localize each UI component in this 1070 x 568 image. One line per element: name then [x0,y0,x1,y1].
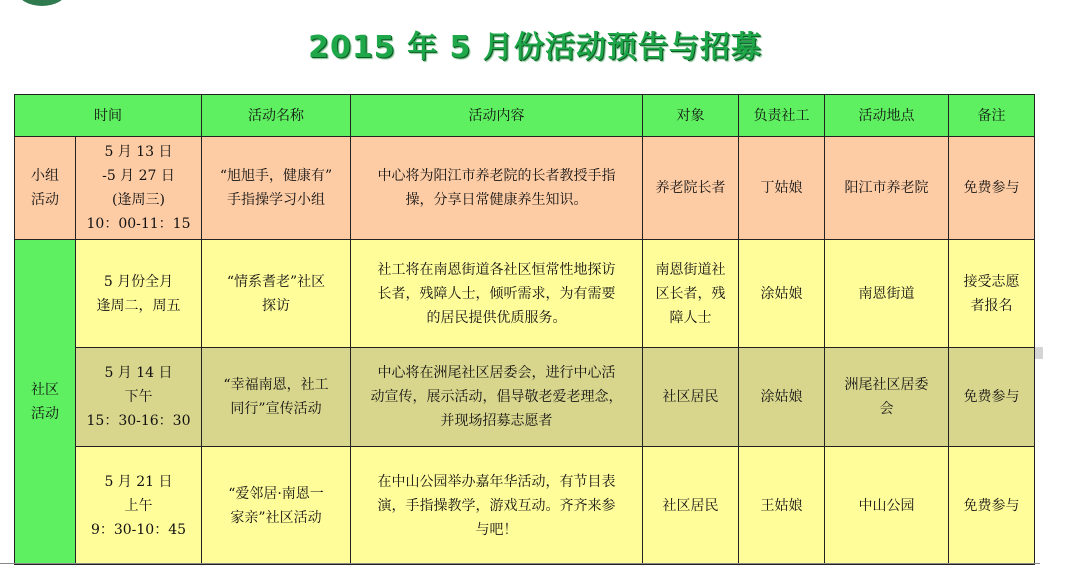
cell-content: 在中山公园举办嘉年华活动，有节目表 演，手指操教学，游戏互动。齐齐来参 与吧！ [351,447,643,565]
activity-table [14,94,1035,565]
table-row [15,348,1035,447]
header-content: 活动内容 [351,95,643,137]
cell-worker: 涂姑娘 [739,240,825,348]
cell-target: 社区居民 [643,348,739,447]
cell-time: 5 月份全月 逢周二，周五 [76,240,202,348]
cell-note: 接受志愿 者报名 [949,240,1035,348]
cell-content: 社工将在南恩街道各社区恒常性地探访 长者，残障人士，倾听需求，为有需要 的居民提供优质服务。 [351,240,643,348]
cell-worker: 涂姑娘 [739,348,825,447]
header-time: 时间 [15,95,202,137]
table-row [15,240,1035,348]
header-place: 活动地点 [825,95,949,137]
header-name: 活动名称 [202,95,351,137]
header-note: 备注 [949,95,1035,137]
header-row [15,95,1035,137]
cell-target: 南恩街道社 区长者，残 障人士 [643,240,739,348]
cell-place: 南恩街道 [825,240,949,348]
cell-time: 5 月 21 日 上午 9：30-10：45 [76,447,202,565]
cell-note: 免费参与 [949,447,1035,565]
header-worker: 负责社工 [739,95,825,137]
cell-content: 中心将为阳江市养老院的长者教授手指 操，分享日常健康养生知识。 [351,137,643,240]
scrollbar-marker[interactable] [1035,347,1043,359]
cell-name: “幸福南恩，社工 同行”宣传活动 [202,348,351,447]
cell-target: 养老院长者 [643,137,739,240]
group-label-small: 小组 活动 [15,137,76,240]
cell-content: 中心将在洲尾社区居委会，进行中心活 动宣传，展示活动，倡导敬老爱老理念， 并现场招募志愿者 [351,348,643,447]
cell-note: 免费参与 [949,137,1035,240]
cell-place: 洲尾社区居委 会 [825,348,949,447]
cell-place: 中山公园 [825,447,949,565]
logo-corner [18,0,66,6]
page-title: 2015 年 5 月份活动预告与招募 [308,30,762,65]
cell-time: 5 月 14 日 下午 15：30-16：30 [76,348,202,447]
cell-name: “爱邻居·南恩一 家亲”社区活动 [202,447,351,565]
table-row [15,137,1035,240]
cell-note: 免费参与 [949,348,1035,447]
cell-name: “旭旭手，健康有” 手指操学习小组 [202,137,351,240]
cell-worker: 丁姑娘 [739,137,825,240]
table-row [15,447,1035,565]
group-label-community: 社区 活动 [15,240,76,565]
cell-worker: 王姑娘 [739,447,825,565]
cell-name: “情系耆老”社区 探访 [202,240,351,348]
bottom-divider [0,563,1040,564]
header-target: 对象 [643,95,739,137]
cell-target: 社区居民 [643,447,739,565]
cell-time: 5 月 13 日 -5 月 27 日 (逢周三) 10：00-11：15 [76,137,202,240]
cell-place: 阳江市养老院 [825,137,949,240]
